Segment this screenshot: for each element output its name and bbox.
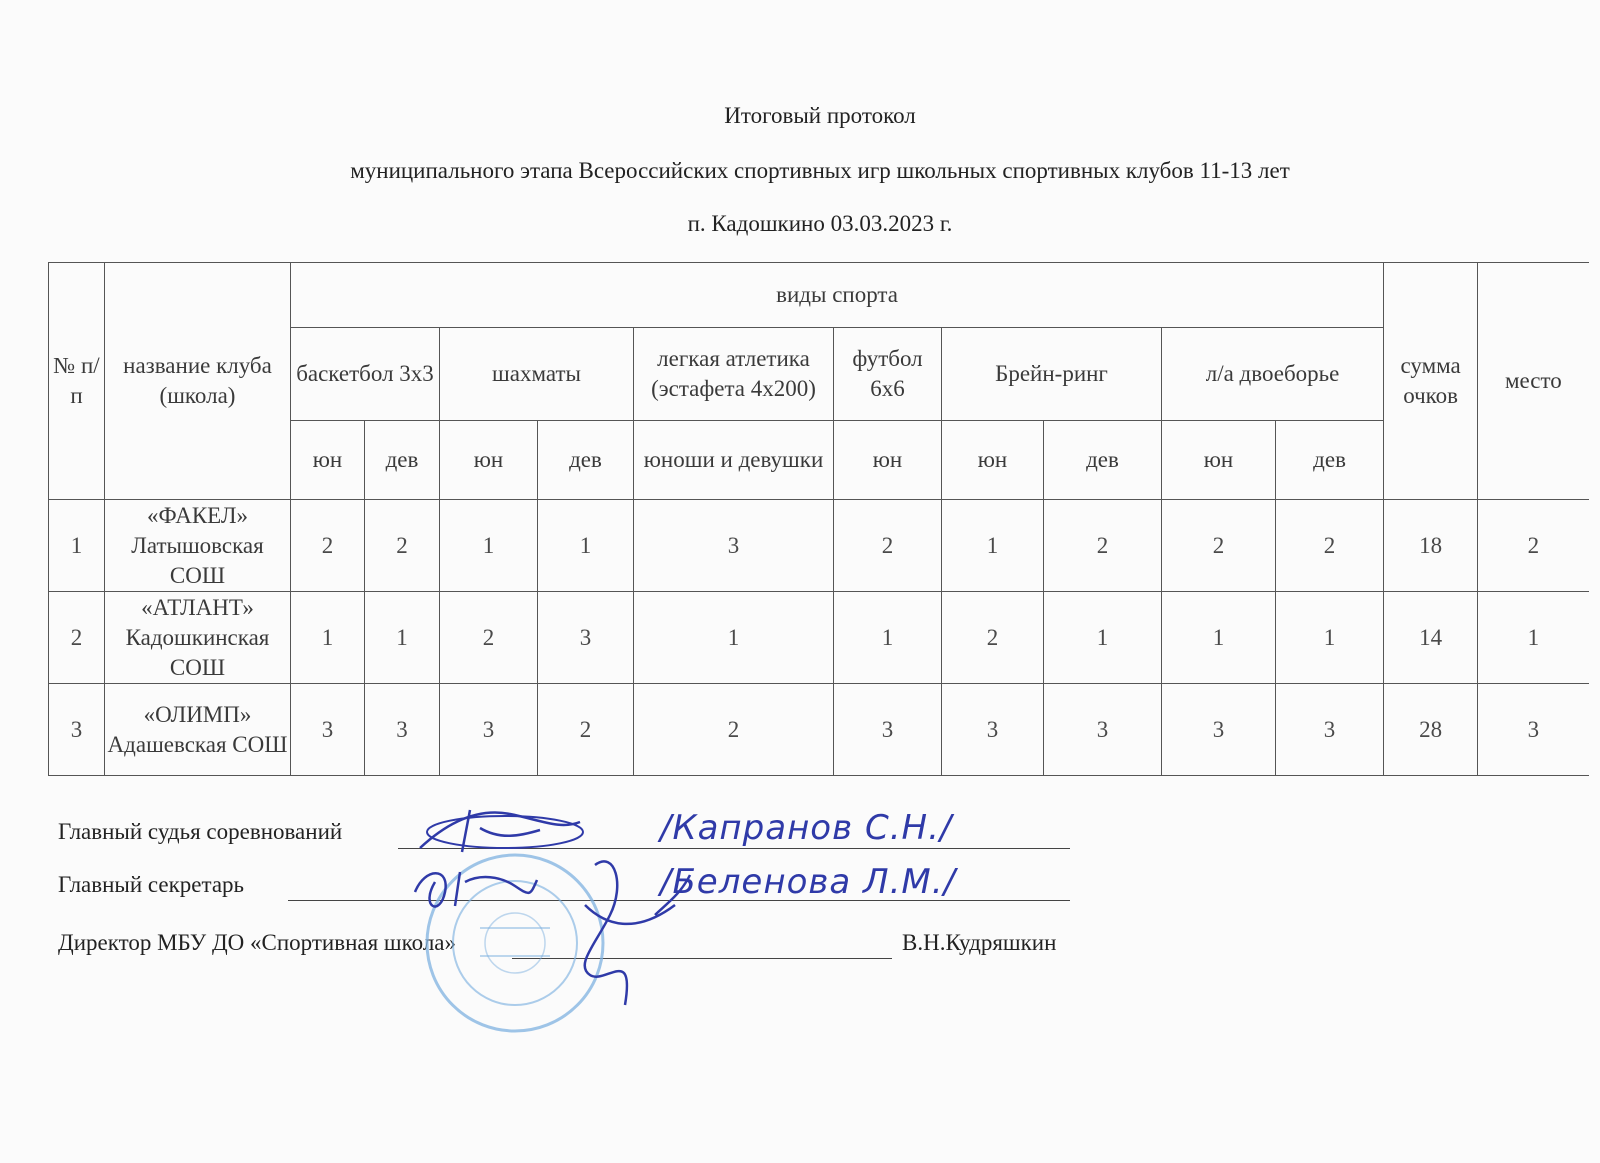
sport-chess: шахматы [440, 328, 634, 421]
sub-header: юн [834, 421, 942, 500]
judge-label: Главный судья соревнований [58, 819, 343, 844]
score-cell: 2 [291, 500, 365, 592]
score-cell: 2 [942, 592, 1044, 684]
director-signature-scribble [555, 845, 695, 1015]
score-cell: 3 [834, 684, 942, 776]
document-title: Итоговый протокол [724, 103, 916, 128]
judge-name-handwritten: /Капранов С.Н./ [660, 808, 953, 848]
sub-header: дев [1044, 421, 1162, 500]
score-cell: 2 [1044, 500, 1162, 592]
secretary-signature-scribble [405, 862, 545, 912]
place-cell: 2 [1478, 500, 1589, 592]
sub-header: дев [1276, 421, 1384, 500]
col-sports-header: виды спорта [291, 263, 1384, 328]
score-cell: 2 [1276, 500, 1384, 592]
col-club-header: название клуба (школа) [105, 263, 291, 500]
director-label: Директор МБУ ДО «Спортивная школа» [58, 930, 457, 955]
score-cell: 3 [1044, 684, 1162, 776]
table-row [49, 500, 1589, 592]
sub-header: юноши и девушки [634, 421, 834, 500]
score-cell: 2 [365, 500, 440, 592]
sub-header: юн [1162, 421, 1276, 500]
table-row [49, 684, 1589, 776]
score-cell: 3 [538, 592, 634, 684]
sport-athletics: легкая атлетика (эстафета 4х200) [634, 328, 834, 421]
score-cell: 1 [1044, 592, 1162, 684]
score-cell: 3 [1162, 684, 1276, 776]
score-cell: 3 [1276, 684, 1384, 776]
sport-biathlon: л/а двоеборье [1162, 328, 1384, 421]
document-subtitle: муниципального этапа Всероссийских спортивных игр школьных спортивных клубов 11-13 лет [350, 158, 1290, 183]
sub-header: юн [440, 421, 538, 500]
score-cell: 3 [942, 684, 1044, 776]
score-cell: 1 [291, 592, 365, 684]
score-cell: 2 [440, 592, 538, 684]
table-row [49, 592, 1589, 684]
score-cell: 2 [1162, 500, 1276, 592]
col-place-header: место [1478, 263, 1589, 500]
col-num-header: № п/п [49, 263, 105, 500]
score-cell: 1 [834, 592, 942, 684]
score-cell: 1 [440, 500, 538, 592]
sum-cell: 28 [1384, 684, 1478, 776]
sport-basketball: баскетбол 3х3 [291, 328, 440, 421]
sum-cell: 18 [1384, 500, 1478, 592]
place-date: п. Кадошкино 03.03.2023 г. [687, 211, 953, 236]
sport-football: футбол 6х6 [834, 328, 942, 421]
club-name: «ФАКЕЛ» Латышовская СОШ [105, 500, 291, 592]
secretary-label: Главный секретарь [58, 872, 245, 897]
club-name: «АТЛАНТ» Кадошкинская СОШ [105, 592, 291, 684]
sub-header: дев [538, 421, 634, 500]
sub-header: юн [942, 421, 1044, 500]
place-cell: 1 [1478, 592, 1589, 684]
header-row-1 [49, 263, 1589, 328]
score-cell: 2 [538, 684, 634, 776]
row-number: 3 [49, 684, 105, 776]
score-cell: 3 [634, 500, 834, 592]
score-cell: 1 [942, 500, 1044, 592]
place-cell: 3 [1478, 684, 1589, 776]
sum-cell: 14 [1384, 592, 1478, 684]
score-cell: 2 [634, 684, 834, 776]
score-cell: 3 [291, 684, 365, 776]
score-cell: 1 [538, 500, 634, 592]
sub-header: дев [365, 421, 440, 500]
row-number: 1 [49, 500, 105, 592]
sub-header: юн [291, 421, 365, 500]
score-cell: 2 [834, 500, 942, 592]
col-sum-header: сумма очков [1384, 263, 1478, 500]
score-cell: 1 [1162, 592, 1276, 684]
score-cell: 3 [440, 684, 538, 776]
results-table [48, 262, 1589, 776]
score-cell: 1 [1276, 592, 1384, 684]
row-number: 2 [49, 592, 105, 684]
secretary-name-handwritten: /Беленова Л.М./ [660, 862, 957, 902]
score-cell: 1 [365, 592, 440, 684]
sport-brain-ring: Брейн-ринг [942, 328, 1162, 421]
director-name: В.Н.Кудряшкин [902, 930, 1057, 955]
score-cell: 1 [634, 592, 834, 684]
club-name: «ОЛИМП» Адашевская СОШ [105, 684, 291, 776]
score-cell: 3 [365, 684, 440, 776]
